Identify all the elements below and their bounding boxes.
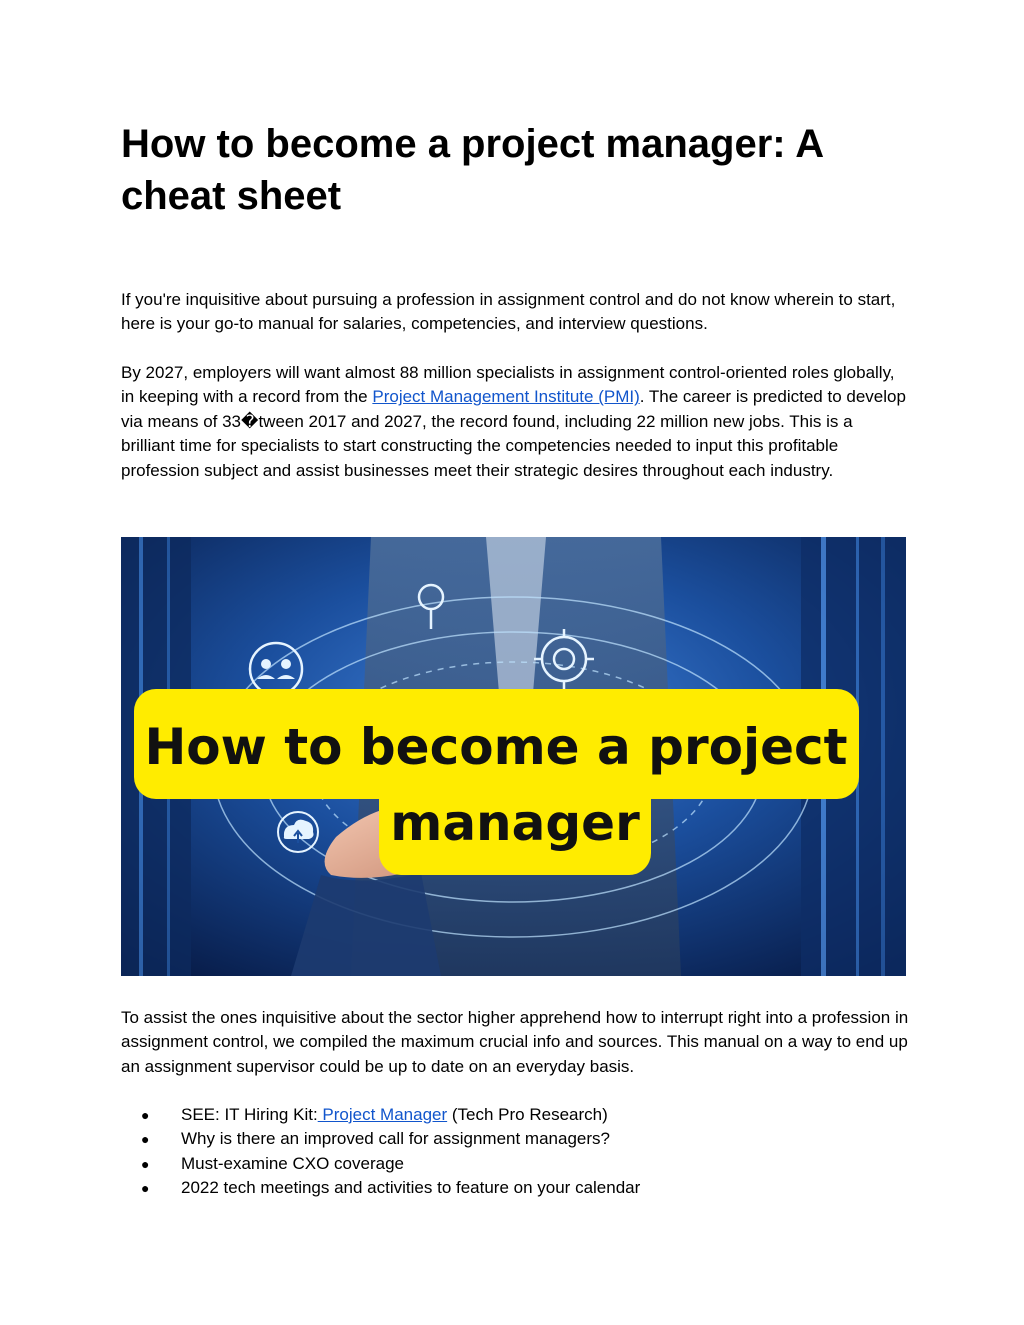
banner-line-2: manager xyxy=(390,794,640,852)
list-item xyxy=(121,1176,911,1200)
hero-image xyxy=(121,537,906,976)
project-manager-link[interactable]: Project Manager xyxy=(317,1105,448,1124)
bullet-text: Why is there an improved call for assignment managers? xyxy=(181,1129,610,1149)
bullet-icon: ● xyxy=(141,1131,150,1148)
list-item xyxy=(121,1127,911,1151)
hero-illustration xyxy=(121,537,906,976)
statistics-paragraph xyxy=(121,361,911,483)
bullet-suffix: (Tech Pro Research) xyxy=(447,1105,608,1124)
bullet-icon: ● xyxy=(141,1180,150,1197)
intro-paragraph: If you're inquisitive about pursuing a profession in assignment control and do not know wherein to start, here is your go-to manual for salaries, competencies, and interview questions. xyxy=(121,290,896,334)
statistics-text-before-link: By 2027, employers will want almost 88 million specialists in assignment control-oriented roles globally, in keeping with a record from the xyxy=(121,363,895,407)
statistics-text-after-link: . The career is predicted to develop via means of 33�tween 2017 and 2027, the record found, including 22 million new jobs. This is a brilliant time for specialists to start constructing the competencies needed to input this profitable profession subject and assist businesses meet their strategic desires throughout each industry. xyxy=(121,387,906,480)
bullet-prefix: SEE: IT Hiring Kit: xyxy=(181,1105,318,1124)
guide-paragraph: To assist the ones inquisitive about the sector higher apprehend how to interrupt right into a profession in assignment control, we compiled the maximum crucial info and sources. This manual on a way to end up an assignment supervisor could be up to date on an everyday basis. xyxy=(121,1008,909,1076)
bullet-list xyxy=(121,1103,911,1201)
list-item xyxy=(121,1152,911,1176)
bullet-icon: ● xyxy=(141,1107,150,1123)
pmi-link[interactable]: Project Management Institute (PMI) xyxy=(372,387,640,407)
bullet-text: 2022 tech meetings and activities to feature on your calendar xyxy=(181,1178,641,1198)
bullet-text: Must-examine CXO coverage xyxy=(181,1153,404,1173)
banner-line-1: How to become a project xyxy=(144,718,848,776)
bullet-icon: ● xyxy=(141,1155,150,1172)
page-title: How to become a project manager: A cheat sheet xyxy=(121,122,823,218)
list-item xyxy=(121,1103,911,1127)
